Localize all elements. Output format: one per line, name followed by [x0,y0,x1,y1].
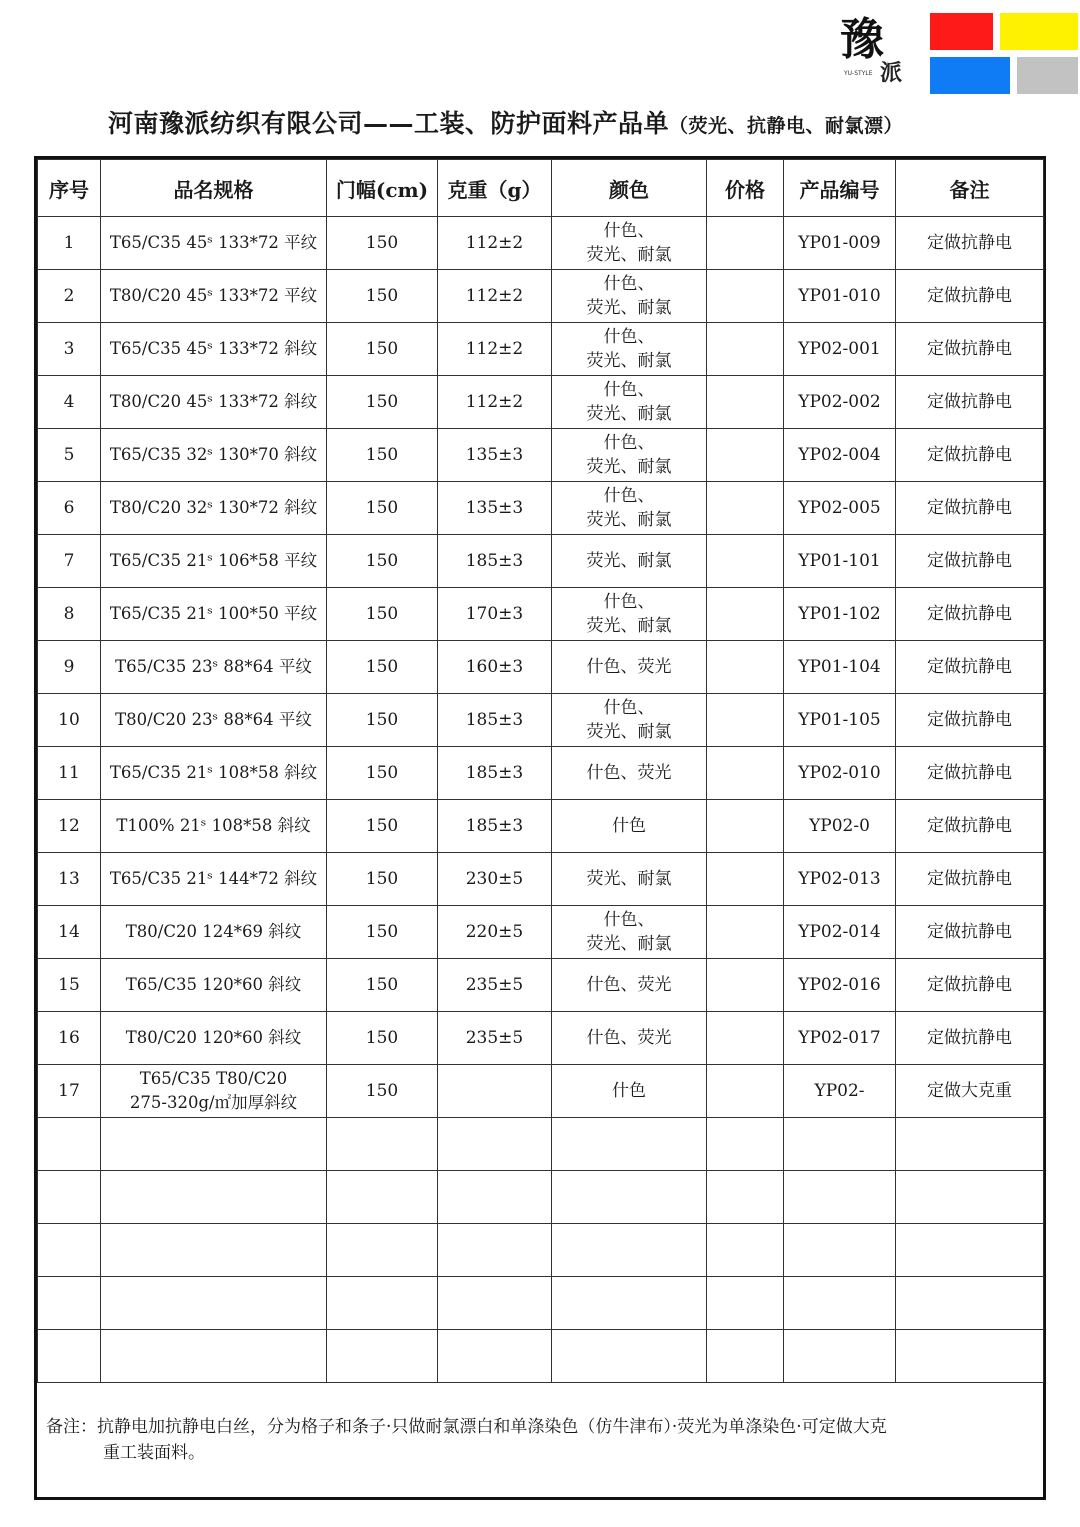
company-logo [836,14,914,86]
empty-row [38,1118,1044,1171]
cell-color: 什色 [552,1065,707,1118]
cell-code [784,1277,896,1330]
cell-weight: 185±3 [438,694,552,747]
cell-code: YP02-005 [784,482,896,535]
cell-spec: T80/C20 45ˢ 133*72 平纹 [101,270,327,323]
table-row [38,641,1044,694]
header-price: 价格 [707,160,784,217]
cell-price [707,853,784,906]
cell-spec [101,1330,327,1383]
gray-swatch [1017,57,1078,94]
table-row [38,429,1044,482]
cell-price [707,959,784,1012]
cell-weight: 235±5 [438,959,552,1012]
table-row [38,906,1044,959]
cell-price [707,535,784,588]
table-row [38,535,1044,588]
table-row [38,482,1044,535]
table-row [38,853,1044,906]
cell-width [327,1330,438,1383]
table-row [38,747,1044,800]
table-header-row [38,160,1044,217]
cell-price [707,1012,784,1065]
cell-weight: 160±3 [438,641,552,694]
cell-price [707,641,784,694]
cell-weight [438,1224,552,1277]
cell-width: 150 [327,641,438,694]
cell-price [707,1224,784,1277]
cell-price [707,482,784,535]
cell-remark [896,1277,1044,1330]
cell-index: 16 [38,1012,101,1065]
cell-color: 什色、 荧光、耐氯 [552,217,707,270]
cell-spec [101,1224,327,1277]
cell-width [327,1171,438,1224]
cell-spec: T80/C20 120*60 斜纹 [101,1012,327,1065]
table-row [38,588,1044,641]
cell-index: 14 [38,906,101,959]
cell-weight: 112±2 [438,376,552,429]
cell-price [707,800,784,853]
cell-weight: 185±3 [438,747,552,800]
cell-code: YP02-004 [784,429,896,482]
cell-remark: 定做抗静电 [896,853,1044,906]
cell-weight: 220±5 [438,906,552,959]
cell-spec: T65/C35 21ˢ 100*50 平纹 [101,588,327,641]
red-swatch [930,13,993,50]
cell-code: YP01-009 [784,217,896,270]
cell-index [38,1118,101,1171]
cell-spec: T65/C35 T80/C20 275-320g/㎡加厚斜纹 [101,1065,327,1118]
cell-index: 17 [38,1065,101,1118]
table-row [38,217,1044,270]
cell-price [707,1330,784,1383]
cell-width: 150 [327,747,438,800]
cell-price [707,588,784,641]
header-width: 门幅(cm) [327,160,438,217]
cell-remark: 定做抗静电 [896,376,1044,429]
header-color: 颜色 [552,160,707,217]
cell-remark: 定做抗静电 [896,641,1044,694]
cell-width: 150 [327,1065,438,1118]
cell-code: YP02-017 [784,1012,896,1065]
cell-index [38,1171,101,1224]
header-code: 产品编号 [784,160,896,217]
cell-remark [896,1224,1044,1277]
cell-code: YP02-002 [784,376,896,429]
cell-spec: T65/C35 32ˢ 130*70 斜纹 [101,429,327,482]
cell-price [707,376,784,429]
header-spec: 品名规格 [101,160,327,217]
table-row [38,959,1044,1012]
cell-remark: 定做大克重 [896,1065,1044,1118]
cell-color: 什色、 荧光、耐氯 [552,694,707,747]
cell-width [327,1277,438,1330]
cell-remark: 定做抗静电 [896,906,1044,959]
cell-spec [101,1118,327,1171]
cell-spec: T80/C20 45ˢ 133*72 斜纹 [101,376,327,429]
cell-width: 150 [327,270,438,323]
cell-spec [101,1277,327,1330]
cell-spec: T65/C35 45ˢ 133*72 平纹 [101,217,327,270]
cell-color [552,1118,707,1171]
cell-price [707,1277,784,1330]
cell-remark [896,1171,1044,1224]
cell-index: 11 [38,747,101,800]
cell-code: YP01-105 [784,694,896,747]
cell-color: 什色、荧光 [552,747,707,800]
cell-index: 5 [38,429,101,482]
cell-code [784,1224,896,1277]
cell-price [707,217,784,270]
cell-spec: T65/C35 21ˢ 106*58 平纹 [101,535,327,588]
empty-row [38,1224,1044,1277]
cell-code: YP01-102 [784,588,896,641]
cell-remark: 定做抗静电 [896,800,1044,853]
cell-spec: T65/C35 21ˢ 108*58 斜纹 [101,747,327,800]
cell-width: 150 [327,959,438,1012]
cell-color [552,1224,707,1277]
cell-color: 什色、荧光 [552,959,707,1012]
cell-index: 10 [38,694,101,747]
header-index: 序号 [38,160,101,217]
cell-remark: 定做抗静电 [896,429,1044,482]
cell-spec: T80/C20 23ˢ 88*64 平纹 [101,694,327,747]
page-title [108,104,903,140]
cell-width: 150 [327,482,438,535]
cell-width: 150 [327,906,438,959]
cell-spec: T65/C35 23ˢ 88*64 平纹 [101,641,327,694]
cell-code [784,1118,896,1171]
cell-code: YP02-014 [784,906,896,959]
cell-color: 什色、 荧光、耐氯 [552,906,707,959]
cell-remark: 定做抗静电 [896,694,1044,747]
cell-price [707,323,784,376]
cell-width: 150 [327,588,438,641]
header-weight: 克重（g） [438,160,552,217]
cell-price [707,747,784,800]
cell-color: 什色 [552,800,707,853]
cell-code: YP02-001 [784,323,896,376]
cell-weight [438,1171,552,1224]
table-row [38,376,1044,429]
cell-weight [438,1065,552,1118]
cell-weight: 185±3 [438,800,552,853]
cell-index: 12 [38,800,101,853]
table-body [38,217,1044,1383]
cell-remark [896,1118,1044,1171]
cell-index: 8 [38,588,101,641]
cell-width: 150 [327,376,438,429]
product-table [37,159,1044,1383]
cell-code: YP02-0 [784,800,896,853]
cell-price [707,1118,784,1171]
cell-index: 6 [38,482,101,535]
cell-remark: 定做抗静电 [896,270,1044,323]
cell-index [38,1330,101,1383]
cell-width: 150 [327,323,438,376]
cell-weight [438,1118,552,1171]
cell-color [552,1330,707,1383]
cell-color: 什色、 荧光、耐氯 [552,323,707,376]
cell-index: 1 [38,217,101,270]
empty-row [38,1330,1044,1383]
cell-index [38,1277,101,1330]
cell-code: YP01-010 [784,270,896,323]
cell-width: 150 [327,694,438,747]
cell-spec: T65/C35 21ˢ 144*72 斜纹 [101,853,327,906]
cell-weight: 230±5 [438,853,552,906]
empty-row [38,1277,1044,1330]
cell-width: 150 [327,800,438,853]
logo-char: 豫 [840,14,878,65]
title-main: 河南豫派纺织有限公司——工装、防护面料产品单 [108,109,670,138]
cell-weight: 112±2 [438,323,552,376]
cell-remark: 定做抗静电 [896,959,1044,1012]
cell-code: YP01-104 [784,641,896,694]
cell-spec: T80/C20 32ˢ 130*72 斜纹 [101,482,327,535]
cell-weight: 185±3 [438,535,552,588]
cell-code: YP01-101 [784,535,896,588]
cell-spec: T65/C35 120*60 斜纹 [101,959,327,1012]
cell-index: 2 [38,270,101,323]
cell-width [327,1118,438,1171]
cell-color: 荧光、耐氯 [552,853,707,906]
cell-code: YP02-010 [784,747,896,800]
table-row [38,323,1044,376]
cell-index: 15 [38,959,101,1012]
logo-char-2: 派 [880,60,903,86]
footnote-line-2: 重工装面料。 [103,1443,205,1463]
cell-weight [438,1277,552,1330]
cell-code [784,1330,896,1383]
cell-weight: 135±3 [438,482,552,535]
cell-index: 7 [38,535,101,588]
table-row [38,694,1044,747]
cell-remark: 定做抗静电 [896,588,1044,641]
cell-code: YP02- [784,1065,896,1118]
cell-price [707,1171,784,1224]
cell-remark: 定做抗静电 [896,1012,1044,1065]
cell-color: 什色、 荧光、耐氯 [552,588,707,641]
cell-weight: 112±2 [438,270,552,323]
cell-remark: 定做抗静电 [896,535,1044,588]
title-sub: （荧光、抗静电、耐氯漂） [669,115,904,137]
cell-price [707,1065,784,1118]
cell-color [552,1171,707,1224]
table-row [38,1065,1044,1118]
cell-price [707,906,784,959]
cell-color: 荧光、耐氯 [552,535,707,588]
cell-weight: 235±5 [438,1012,552,1065]
cell-weight: 112±2 [438,217,552,270]
cell-width: 150 [327,535,438,588]
cell-width [327,1224,438,1277]
cell-color: 什色、荧光 [552,1012,707,1065]
cell-price [707,429,784,482]
cell-color: 什色、 荧光、耐氯 [552,429,707,482]
cell-weight [438,1330,552,1383]
cell-remark: 定做抗静电 [896,217,1044,270]
cell-index: 3 [38,323,101,376]
cell-remark [896,1330,1044,1383]
cell-index [38,1224,101,1277]
yellow-swatch [1000,13,1078,50]
cell-remark: 定做抗静电 [896,482,1044,535]
cell-color: 什色、荧光 [552,641,707,694]
footnote-line-1: 备注：抗静电加抗静电白丝，分为格子和条子·只做耐氯漂白和单涤染色（仿牛津布）·荧光为单涤染色·可定做大克 [46,1417,887,1437]
cell-spec: T80/C20 124*69 斜纹 [101,906,327,959]
cell-price [707,270,784,323]
cell-color: 什色、 荧光、耐氯 [552,482,707,535]
cell-width: 150 [327,853,438,906]
cell-code: YP02-016 [784,959,896,1012]
cell-spec: T65/C35 45ˢ 133*72 斜纹 [101,323,327,376]
cell-color: 什色、 荧光、耐氯 [552,376,707,429]
blue-swatch [930,57,1010,94]
cell-price [707,694,784,747]
cell-code: YP02-013 [784,853,896,906]
cell-color: 什色、 荧光、耐氯 [552,270,707,323]
footnote [46,1414,1036,1466]
table-row [38,270,1044,323]
cell-width: 150 [327,429,438,482]
cell-code [784,1171,896,1224]
cell-index: 13 [38,853,101,906]
cell-remark: 定做抗静电 [896,747,1044,800]
cell-color [552,1277,707,1330]
cell-remark: 定做抗静电 [896,323,1044,376]
empty-row [38,1171,1044,1224]
table-row [38,800,1044,853]
table-row [38,1012,1044,1065]
cell-index: 9 [38,641,101,694]
cell-weight: 170±3 [438,588,552,641]
cell-width: 150 [327,1012,438,1065]
cell-weight: 135±3 [438,429,552,482]
cell-spec [101,1171,327,1224]
cell-width: 150 [327,217,438,270]
cell-spec: T100% 21ˢ 108*58 斜纹 [101,800,327,853]
cell-index: 4 [38,376,101,429]
logo-subtext: YU-STYLE [844,70,873,77]
header-remark: 备注 [896,160,1044,217]
